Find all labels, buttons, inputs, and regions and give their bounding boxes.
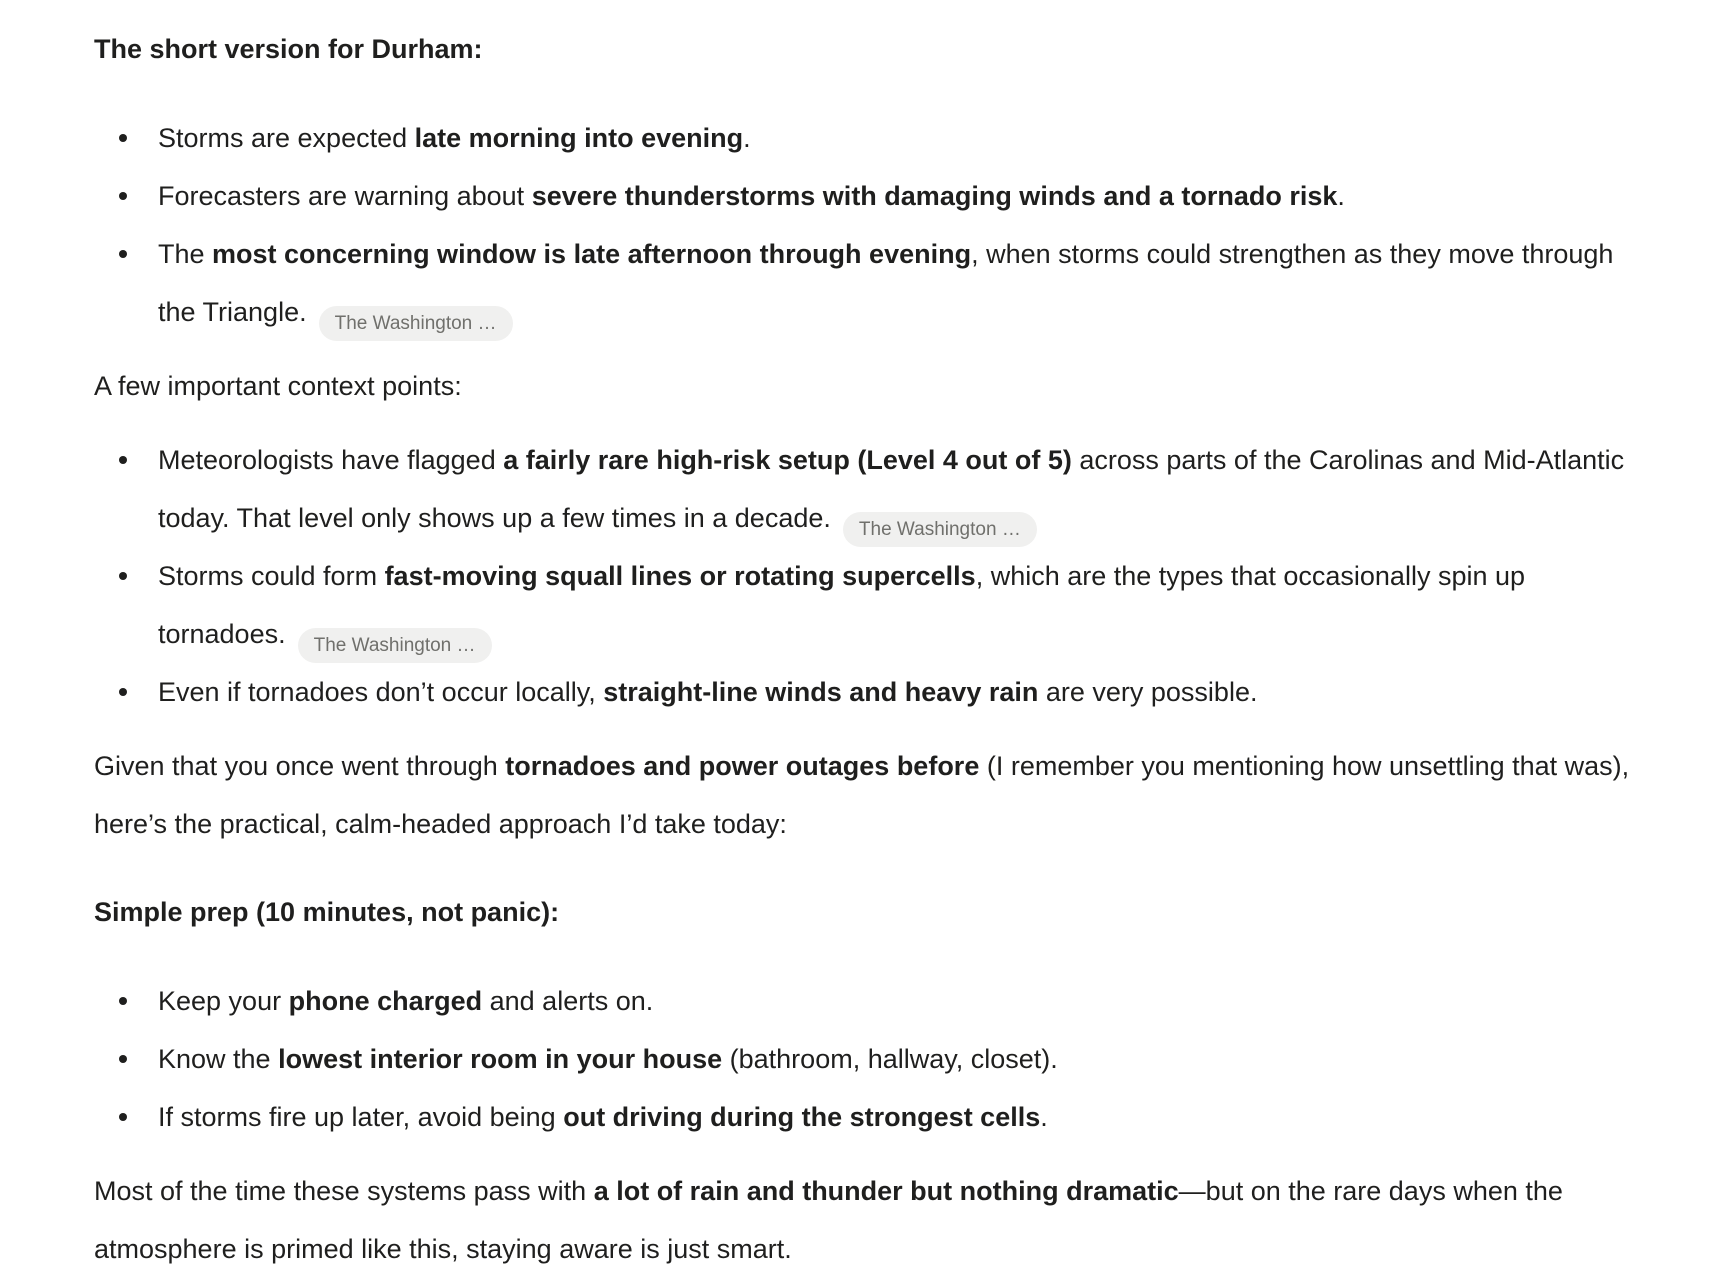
prep-list xyxy=(94,972,1634,1146)
context-list xyxy=(94,431,1634,721)
text: (bathroom, hallway, closet). xyxy=(722,1044,1058,1074)
bold-text: late morning into evening xyxy=(414,123,744,153)
text: If storms fire up later, avoid being xyxy=(158,1102,564,1132)
text: and alerts on. xyxy=(482,986,654,1016)
bold-text: fast-moving squall lines or rotating supercells xyxy=(384,561,976,591)
text: , which are the types that occasionally spin up tornadoes. xyxy=(158,561,1526,649)
text: Forecasters are warning about xyxy=(158,181,532,211)
bold-text: a fairly rare high-risk setup (Level 4 out of 5) xyxy=(503,445,1072,475)
closing-paragraph xyxy=(94,1162,1634,1278)
personal-context-paragraph xyxy=(94,737,1634,853)
bold-text: tornadoes and power outages before xyxy=(505,751,980,781)
text: Most of the time these systems pass with xyxy=(94,1176,594,1206)
list-item xyxy=(94,109,1634,167)
bold-text: Simple prep (10 minutes, not panic): xyxy=(94,897,560,927)
text: Keep your xyxy=(158,986,289,1016)
citation-chip-label: The Washington … xyxy=(313,635,476,656)
list-item xyxy=(94,431,1634,547)
list-item xyxy=(94,972,1634,1030)
context-intro xyxy=(94,357,1634,415)
list-item xyxy=(94,547,1634,663)
text: (I remember you mentioning how unsettling that was), here’s the practical, calm-headed approach I’d take today: xyxy=(94,751,1630,839)
list-item xyxy=(94,225,1634,341)
bold-text: phone charged xyxy=(288,986,483,1016)
simple-prep-heading xyxy=(94,883,1634,941)
bold-text: a lot of rain and thunder but nothing dramatic xyxy=(593,1176,1179,1206)
list-item xyxy=(94,1030,1634,1088)
text: Meteorologists have flagged xyxy=(158,445,504,475)
text: Even if tornadoes don’t occur locally, xyxy=(158,677,604,707)
text: . xyxy=(743,123,751,153)
bold-text: out driving during the strongest cells xyxy=(563,1102,1041,1132)
text: are very possible. xyxy=(1038,677,1258,707)
bold-text: most concerning window is late afternoon through evening xyxy=(212,239,972,269)
list-item xyxy=(94,663,1634,721)
text: , when storms could strengthen as they move through the Triangle. xyxy=(158,239,1614,327)
text: . xyxy=(1040,1102,1048,1132)
bold-text: The short version for Durham: xyxy=(94,34,483,64)
text: across parts of the Carolinas and Mid-Atlantic today. That level only shows up a few times in a decade. xyxy=(158,445,1625,533)
text: The xyxy=(158,239,213,269)
text: Know the xyxy=(158,1044,279,1074)
short-version-list xyxy=(94,109,1634,341)
text: —but on the rare days when the atmosphere is primed like this, staying aware is just smart. xyxy=(94,1176,1563,1264)
list-item xyxy=(94,167,1634,225)
citation-chip-label: The Washington … xyxy=(858,519,1021,540)
citation-chip-label: The Washington … xyxy=(334,313,497,334)
text: . xyxy=(1337,181,1345,211)
list-item xyxy=(94,1088,1634,1146)
citation-chip[interactable] xyxy=(843,512,1037,547)
text: Storms could form xyxy=(158,561,385,591)
bold-text: straight-line winds and heavy rain xyxy=(603,677,1039,707)
citation-chip[interactable] xyxy=(319,306,513,341)
text: Storms are expected xyxy=(158,123,415,153)
citation-chip[interactable] xyxy=(298,628,492,663)
bold-text: severe thunderstorms with damaging winds and a tornado risk xyxy=(531,181,1338,211)
short-version-heading xyxy=(94,20,1634,78)
text: A few important context points: xyxy=(94,371,462,401)
text: Given that you once went through xyxy=(94,751,506,781)
bold-text: lowest interior room in your house xyxy=(278,1044,723,1074)
